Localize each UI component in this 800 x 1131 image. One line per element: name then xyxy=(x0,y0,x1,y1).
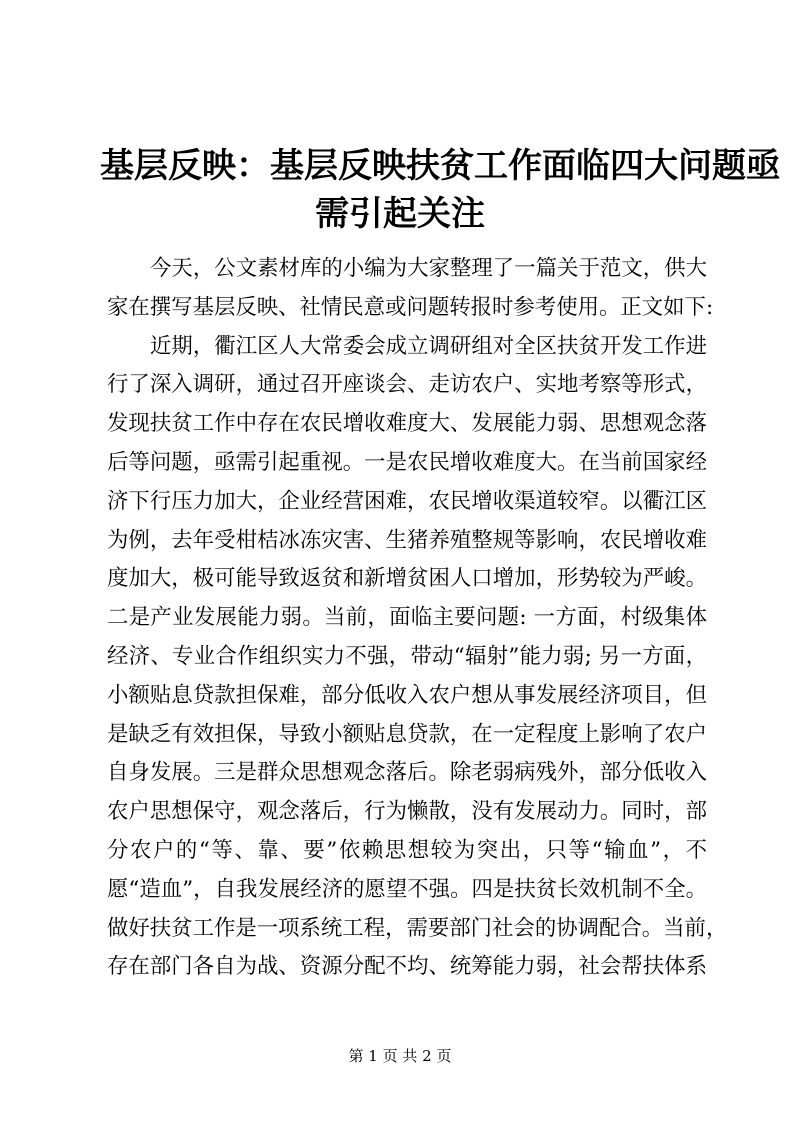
body-line: 二是产业发展能力弱。当前，面临主要问题: 一方面，村级集体 xyxy=(107,605,707,631)
body-line: 行了深入调研，通过召开座谈会、走访农户、实地考察等形式， xyxy=(107,372,707,398)
body-line: 农户思想保守，观念落后，行为懒散，没有发展动力。同时，部 xyxy=(107,799,707,825)
body-line: 愿“造血”，自我发展经济的愿望不强。四是扶贫长效机制不全。 xyxy=(107,876,707,902)
body-line: 小额贴息贷款担保难，部分低收入农户想从事发展经济项目，但 xyxy=(107,682,707,708)
body-line: 今天，公文素材库的小编为大家整理了一篇关于范文，供大 xyxy=(150,256,707,281)
body-line: 度加大，极可能导致返贫和新增贫困人口增加，形势较为严峻。 xyxy=(107,566,707,592)
body-line: 后等问题，亟需引起重视。一是农民增收难度大。在当前国家经 xyxy=(107,449,707,475)
title-line-2: 需引起关注 xyxy=(315,194,485,234)
body-line: 近期，衢江区人大常委会成立调研组对全区扶贫开发工作进 xyxy=(150,333,707,359)
body-line: 是缺乏有效担保，导致小额贴息贷款，在一定程度上影响了农户 xyxy=(107,721,707,747)
body-line: 做好扶贫工作是一项系统工程，需要部门社会的协调配合。当前， xyxy=(107,915,728,941)
document-body xyxy=(107,250,728,987)
body-line: 分农户的“等、靠、要”依赖思想较为突出，只等“输血”，不 xyxy=(107,837,707,863)
page-footer: 第 1 页 共 2 页 xyxy=(348,1047,452,1065)
body-line: 自身发展。三是群众思想观念落后。除老弱病残外，部分低收入 xyxy=(107,760,707,786)
body-line: 存在部门各自为战、资源分配不均、统筹能力弱，社会帮扶体系 xyxy=(107,954,707,980)
body-line: 济下行压力加大，企业经营困难，农民增收渠道较窄。以衢江区 xyxy=(107,488,707,514)
title-line-1: 基层反映：基层反映扶贫工作面临四大问题亟 xyxy=(100,146,780,186)
body-line: 家在撰写基层反映、社情民意或问题转报时参考使用。正文如下: xyxy=(107,294,714,320)
document-title xyxy=(100,142,780,238)
body-line: 发现扶贫工作中存在农民增收难度大、发展能力弱、思想观念落 xyxy=(107,411,707,437)
body-line: 为例，去年受柑桔冰冻灾害、生猪养殖整规等影响，农民增收难 xyxy=(107,527,707,553)
body-line: 经济、专业合作组织实力不强，带动“辐射”能力弱; 另一方面， xyxy=(107,643,707,669)
